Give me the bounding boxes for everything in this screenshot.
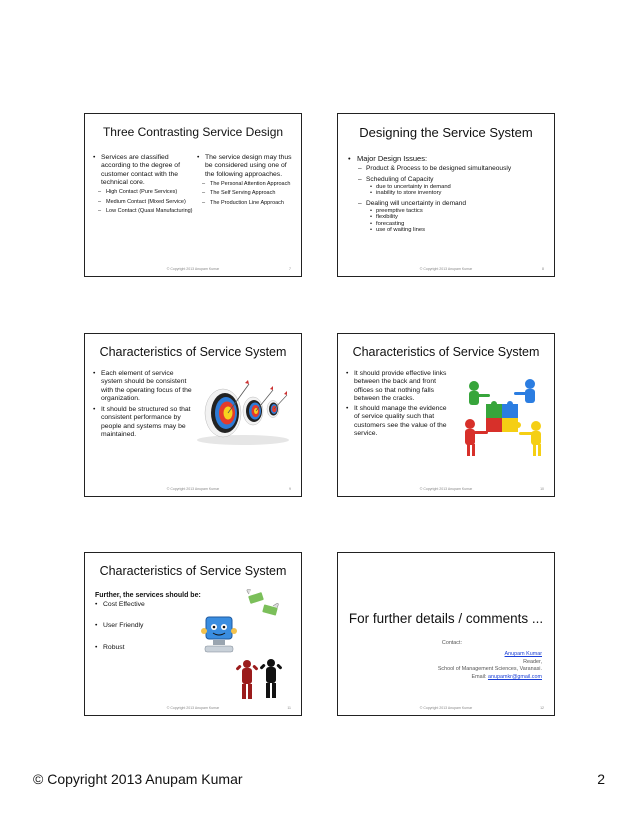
left-column (93, 154, 193, 214)
puzzle-people-illustration (456, 374, 550, 460)
sub-bullet: – Low Contact (Quasi Manufacturing) (98, 208, 193, 214)
figure-blue (514, 379, 535, 403)
slide-title: For further details / comments ... (348, 611, 544, 626)
sub-bullet: – Scheduling of Capacity (358, 176, 552, 184)
bullet: • Services are classified according to the degree of customer contact with the technical core. (93, 154, 193, 187)
computer-mascot-icon (201, 615, 237, 659)
sub-sub-bullet: • preemptive tactics (370, 208, 552, 214)
slide-title: Characteristics of Service System (352, 345, 540, 359)
contact-block (438, 651, 542, 681)
contact-role: Reader, (523, 658, 542, 665)
slide-10 (337, 333, 555, 497)
sub-bullet: – The Self Serving Approach (202, 190, 295, 196)
contact-org: School of Management Sciences, Varanasi. (437, 666, 542, 673)
bullet: • Major Design Issues: (348, 154, 552, 163)
bullet: • Robust (95, 644, 235, 652)
sub-sub-bullet: • inability to store inventory (370, 190, 552, 196)
sub-sub-bullet: • use of waiting lines (370, 227, 552, 233)
bullet: • Each element of service system should be consistent with the operating focus of the organization. (93, 370, 193, 403)
contact-label: Contact: (441, 640, 462, 646)
slide-12 (337, 552, 555, 716)
figure-green (469, 381, 490, 405)
puzzle-piece-blue (502, 401, 518, 418)
target-large (205, 389, 241, 437)
puzzle-piece-yellow (502, 418, 521, 432)
slide-7 (84, 113, 302, 277)
sub-bullet: – High Contact (Pure Services) (98, 189, 193, 195)
figure-yellow (519, 421, 541, 456)
email-label: Email: (471, 673, 487, 680)
figure-red (465, 419, 488, 456)
slide-9 (84, 333, 302, 497)
slide-title: Three Contrasting Service Design (102, 125, 284, 139)
page-copyright: © Copyright 2013 Anupam Kumar (33, 771, 243, 787)
sub-bullet: – Product & Process to be designed simultaneously (358, 165, 552, 173)
content (93, 370, 193, 439)
bullet: • The service design may thus be considered using one of the following approaches. (197, 154, 295, 179)
target-medium (243, 397, 263, 425)
sub-sub-bullet: • forecasting (370, 221, 552, 227)
slide-number: 11 (287, 706, 291, 710)
slide-title: Designing the Service System (359, 125, 533, 140)
sub-sub-bullet: • flexibility (370, 214, 552, 220)
slide-number: 12 (540, 706, 544, 710)
bullet: • User Friendly (95, 622, 235, 630)
sub-bullet: – The Personal Attention Approach (202, 181, 295, 187)
slide-footer: © Copyright 2013 Anupam Kumar (419, 487, 473, 491)
slide-footer: © Copyright 2013 Anupam Kumar (166, 267, 220, 271)
sub-bullet: – Medium Contact (Mixed Service) (98, 199, 193, 205)
target-illustration (193, 378, 295, 448)
page-number: 2 (597, 771, 605, 787)
bullet: • Cost Effective (95, 601, 235, 609)
puzzle-piece-green (486, 401, 502, 418)
bullet: • It should be structured so that consistent performance by people and systems may be maintained. (93, 406, 193, 439)
email-link[interactable]: anupamkr@gmail.com (487, 673, 542, 680)
strongmen-icon (235, 658, 285, 702)
slide-footer: © Copyright 2013 Anupam Kumar (166, 706, 220, 710)
bullet: • It should provide effective links between the back and front offices so that nothing falls between the cracks. (346, 370, 450, 403)
slide-number: 10 (540, 487, 544, 491)
slide-11 (84, 552, 302, 716)
content (346, 370, 450, 438)
target-small (267, 401, 279, 418)
slide-footer: © Copyright 2013 Anupam Kumar (166, 487, 220, 491)
slide-title: Characteristics of Service System (99, 564, 287, 578)
slide-number: 9 (289, 487, 291, 491)
bullet: • It should manage the evidence of service quality such that customers see the value of the service. (346, 405, 450, 438)
slide-number: 7 (289, 267, 291, 271)
sub-bullet: – Dealing will uncertainty in demand (358, 200, 552, 208)
slide-footer: © Copyright 2013 Anupam Kumar (419, 267, 473, 271)
slide-8 (337, 113, 555, 277)
contact-email-row (438, 674, 542, 682)
right-column (197, 154, 295, 206)
content (348, 154, 552, 233)
slide-number: 8 (542, 267, 544, 271)
flying-money-icon (243, 586, 283, 622)
strongman-black (259, 659, 282, 698)
slide-footer: © Copyright 2013 Anupam Kumar (419, 706, 473, 710)
sub-bullet: – The Production Line Approach (202, 200, 295, 206)
intro-text: Further, the services should be: (95, 592, 201, 599)
contact-name-link[interactable]: Anupam Kumar (504, 651, 542, 657)
slide-title: Characteristics of Service System (99, 345, 287, 359)
strongman-red (235, 660, 258, 699)
sub-sub-bullet: • due to uncertainty in demand (370, 184, 552, 190)
